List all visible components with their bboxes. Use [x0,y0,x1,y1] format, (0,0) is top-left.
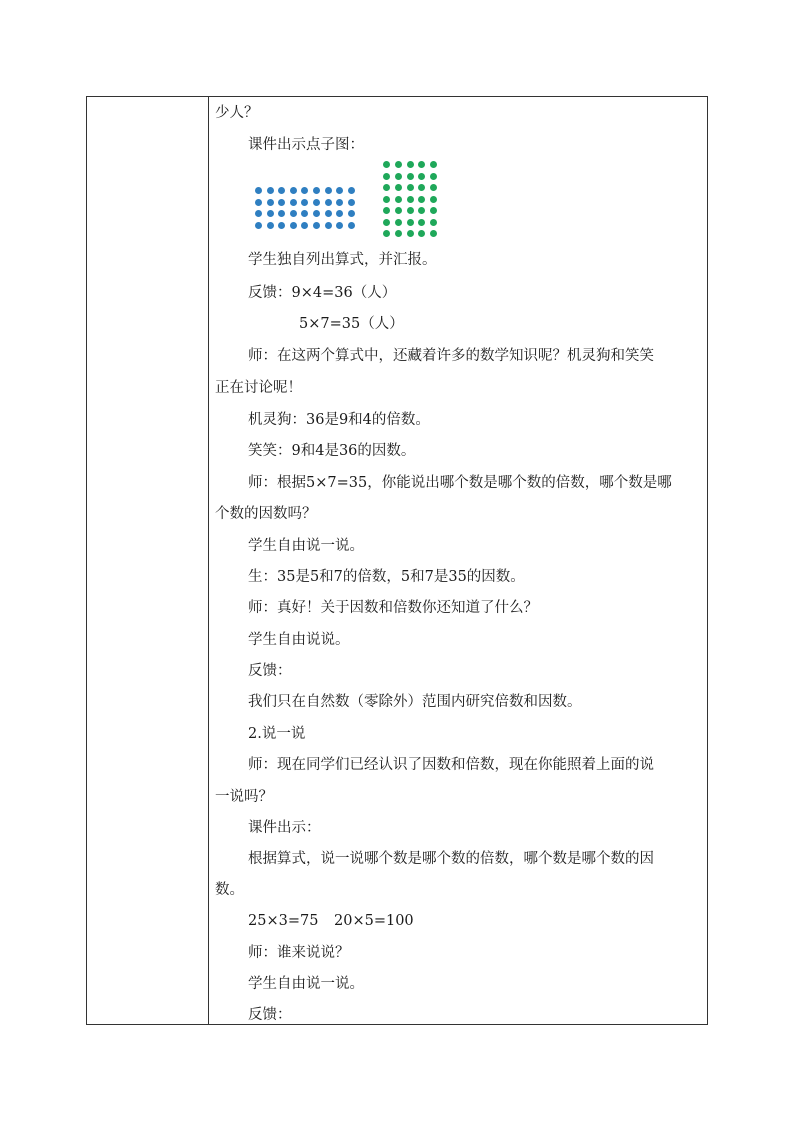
dot [383,219,390,226]
dot [325,222,332,229]
dot [301,199,308,206]
dot [407,196,414,203]
dot [267,187,274,194]
dot [407,207,414,214]
text-line: 2.说一说 [248,726,306,742]
dot [395,173,402,180]
dot [278,187,285,194]
dot [418,173,425,180]
green-dot-array [383,161,439,241]
text-line: 5×7=35（人） [299,316,404,332]
text-line: 正在讨论呢！ [215,380,302,396]
dot [278,210,285,217]
text-line: 学生自由说说。 [248,632,350,648]
dot [267,222,274,229]
text-line: 数。 [215,882,244,898]
dot [301,222,308,229]
dot [313,222,320,229]
dot [255,199,262,206]
text-line: 学生自由说一说。 [248,538,364,554]
lesson-table [86,96,708,1025]
dot [407,161,414,168]
dot [267,199,274,206]
text-line: 反馈： [248,663,292,679]
dot [418,230,425,237]
text-line: 课件出示点子图： [248,137,364,153]
dot [430,196,437,203]
dot [418,207,425,214]
dot [290,222,297,229]
dot [348,210,355,217]
dot [383,207,390,214]
dot [348,199,355,206]
dot [313,187,320,194]
dot [407,173,414,180]
dot [395,184,402,191]
text-line: 根据算式，说一说哪个数是哪个数的倍数，哪个数是哪个数的因 [248,851,654,867]
dot [430,207,437,214]
dot [255,222,262,229]
text-line: 师：在这两个算式中，还藏着许多的数学知识呢？机灵狗和笑笑 [248,348,654,364]
text-line: 学生自由说一说。 [248,976,364,992]
dot [430,184,437,191]
dot [418,196,425,203]
dot [278,199,285,206]
dot [383,173,390,180]
dot [336,199,343,206]
dot [301,210,308,217]
dot [383,161,390,168]
dot [430,161,437,168]
dot [313,199,320,206]
text-line: 我们只在自然数（零除外）范围内研究倍数和因数。 [248,694,582,710]
dot [313,210,320,217]
dot [407,230,414,237]
formula-a: 25×3=75 [248,913,319,929]
formula-line [248,911,414,931]
dot [430,219,437,226]
dot [336,187,343,194]
dot [290,199,297,206]
dot [395,230,402,237]
dot [348,222,355,229]
dot [430,173,437,180]
text-line: 一说吗？ [215,789,273,805]
dot [418,219,425,226]
dot [430,230,437,237]
text-line: 师：真好！关于因数和倍数你还知道了什么？ [248,600,538,616]
dot [301,187,308,194]
blue-dot-array [255,187,357,233]
dot [325,199,332,206]
text-line: 笑笑：9和4是36的因数。 [248,443,416,459]
column-divider [208,97,209,1024]
dot [418,161,425,168]
dot [325,187,332,194]
dot [336,210,343,217]
dot [290,210,297,217]
dot [290,187,297,194]
dot [395,161,402,168]
text-line: 反馈： [248,1007,292,1023]
dot [255,187,262,194]
formula-b: 20×5=100 [334,913,414,929]
text-line: 课件出示： [248,820,321,836]
dot [383,196,390,203]
text-line: 机灵狗：36是9和4的倍数。 [248,412,430,428]
text-line: 学生独自列出算式，并汇报。 [248,252,437,268]
text-line: 个数的因数吗？ [215,506,317,522]
dot [255,210,262,217]
text-line: 生：35是5和7的倍数，5和7是35的因数。 [248,569,525,585]
dot [407,184,414,191]
dot [348,187,355,194]
dot [407,219,414,226]
text-line: 少人？ [215,105,259,121]
dot [267,210,274,217]
dot [325,210,332,217]
dot [395,219,402,226]
text-line: 师：现在同学们已经认识了因数和倍数，现在你能照着上面的说 [248,757,654,773]
dot [336,222,343,229]
dot [395,207,402,214]
dot [418,184,425,191]
dot [395,196,402,203]
text-line: 反馈：9×4=36（人） [248,285,397,301]
dot [278,222,285,229]
dot [383,184,390,191]
text-line: 师：根据5×7=35，你能说出哪个数是哪个数的倍数，哪个数是哪 [248,475,672,491]
dot [383,230,390,237]
text-line: 师：谁来说说？ [248,945,350,961]
